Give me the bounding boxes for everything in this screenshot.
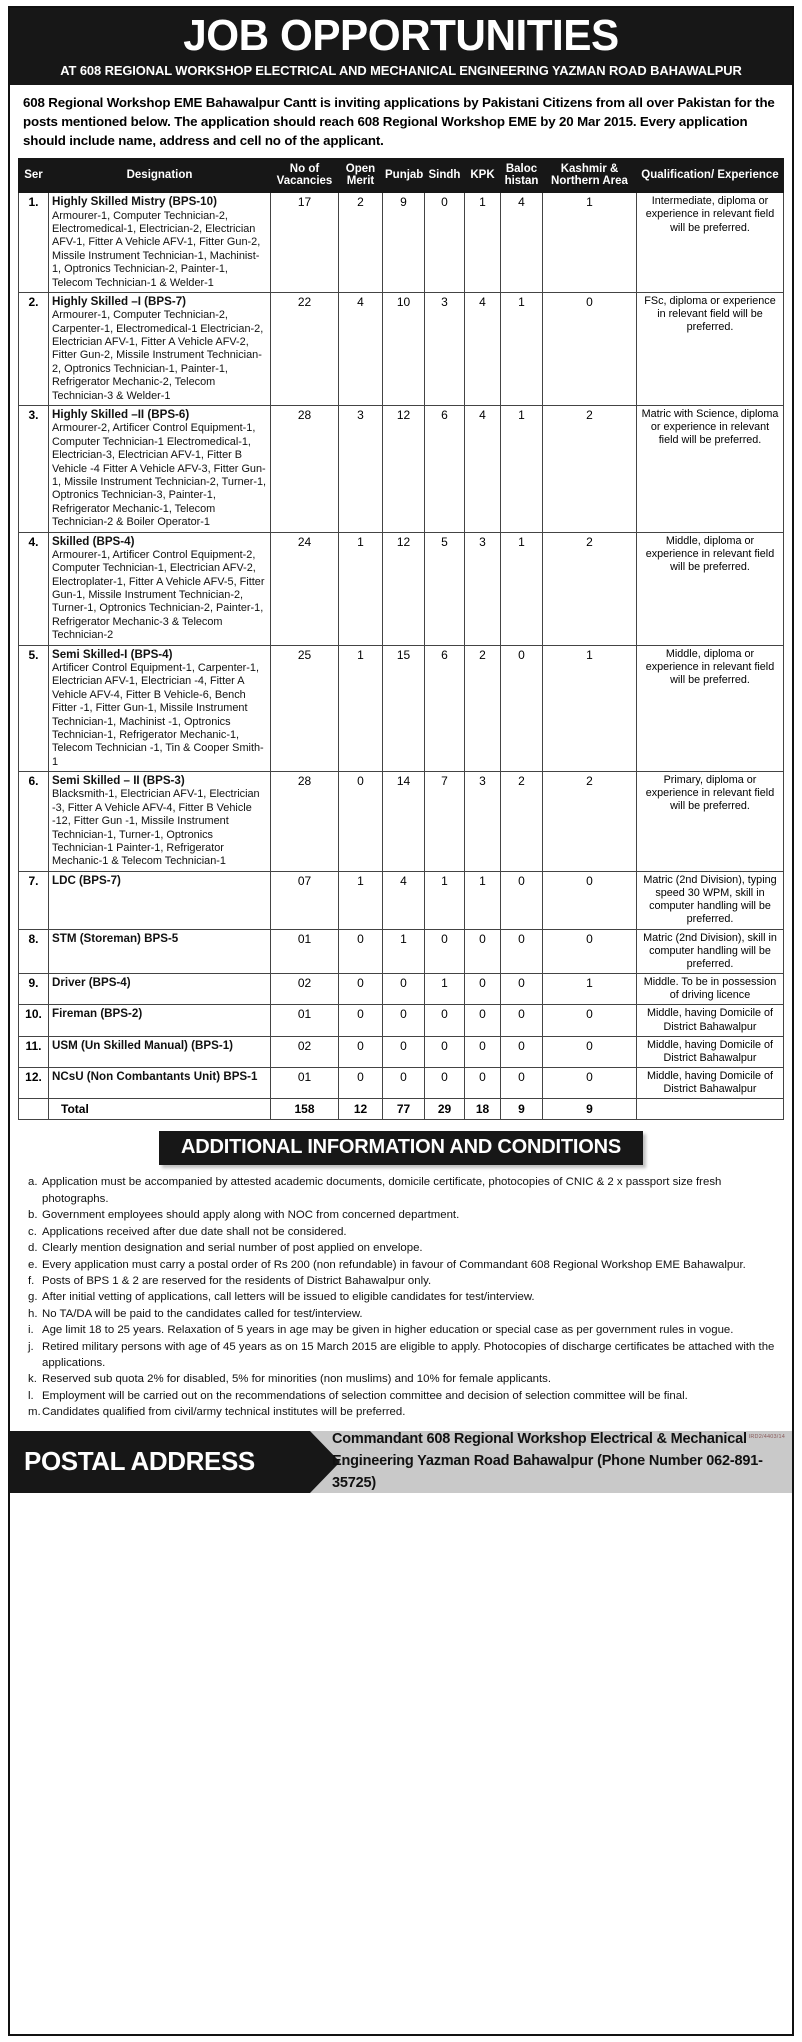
total-open-merit: 12 xyxy=(339,1099,383,1120)
post-title: STM (Storeman) BPS-5 xyxy=(52,931,179,945)
cell-designation xyxy=(49,929,271,974)
cell-designation xyxy=(49,1036,271,1067)
cell-kpk: 1 xyxy=(465,871,501,929)
condition-text: Clearly mention designation and serial number of post applied on envelope. xyxy=(42,1242,423,1255)
post-title: Semi Skilled-I (BPS-4) xyxy=(52,647,173,661)
total-kashmir: 9 xyxy=(543,1099,637,1120)
cell-vacancies: 28 xyxy=(271,406,339,533)
cell-qualification: Primary, diploma or experience in relevant field will be preferred. xyxy=(637,772,784,872)
cell-open-merit: 0 xyxy=(339,929,383,974)
condition-text: Applications received after due date shall not be considered. xyxy=(42,1225,347,1238)
cell-open-merit: 2 xyxy=(339,193,383,293)
cell-kpk: 2 xyxy=(465,645,501,772)
cell-designation xyxy=(49,532,271,645)
col-header-sindh: Sindh xyxy=(425,158,465,193)
condition-item xyxy=(20,1322,782,1338)
condition-text: Candidates qualified from civil/army technical institutes will be preferred. xyxy=(42,1406,406,1419)
conditions-list xyxy=(10,1172,792,1426)
cell-kpk: 4 xyxy=(465,292,501,405)
cell-sindh: 6 xyxy=(425,406,465,533)
cell-balochistan: 2 xyxy=(501,772,543,872)
additional-info-banner: ADDITIONAL INFORMATION AND CONDITIONS xyxy=(159,1131,643,1165)
col-header-ser: Ser xyxy=(19,158,49,193)
total-kpk: 18 xyxy=(465,1099,501,1120)
condition-text: Age limit 18 to 25 years. Relaxation of 5 years in age may be given in higher education or special case as per government rules in vogue. xyxy=(42,1324,734,1337)
condition-item xyxy=(20,1257,782,1273)
cell-kashmir: 2 xyxy=(543,772,637,872)
condition-item xyxy=(20,1174,782,1207)
condition-item xyxy=(20,1388,782,1404)
cell-balochistan: 0 xyxy=(501,1005,543,1036)
cell-kpk: 0 xyxy=(465,1068,501,1099)
cell-qualification: Middle, diploma or experience in relevant field will be preferred. xyxy=(637,645,784,772)
total-qualification xyxy=(637,1099,784,1120)
cell-sindh: 7 xyxy=(425,772,465,872)
table-row xyxy=(19,193,784,293)
condition-item xyxy=(20,1404,782,1420)
cell-ser: 11. xyxy=(19,1036,49,1067)
cell-open-merit: 3 xyxy=(339,406,383,533)
col-header-qualification: Qualification/ Experience xyxy=(637,158,784,193)
condition-marker: i. xyxy=(28,1324,34,1337)
cell-designation xyxy=(49,193,271,293)
cell-balochistan: 1 xyxy=(501,406,543,533)
condition-text: After initial vetting of applications, call letters will be issued to eligible candidates for test/interview. xyxy=(42,1291,535,1304)
masthead-subtitle: AT 608 REGIONAL WORKSHOP ELECTRICAL AND MECHANICAL ENGINEERING YAZMAN ROAD BAHAWALPUR xyxy=(60,62,742,78)
cell-vacancies: 01 xyxy=(271,1005,339,1036)
cell-sindh: 0 xyxy=(425,929,465,974)
col-header-punjab: Punjab xyxy=(383,158,425,193)
cell-kpk: 0 xyxy=(465,929,501,974)
cell-open-merit: 0 xyxy=(339,1068,383,1099)
cell-ser: 12. xyxy=(19,1068,49,1099)
condition-item xyxy=(20,1240,782,1256)
cell-punjab: 0 xyxy=(383,1036,425,1067)
cell-vacancies: 01 xyxy=(271,1068,339,1099)
condition-item xyxy=(20,1306,782,1322)
condition-item xyxy=(20,1339,782,1372)
cell-designation xyxy=(49,871,271,929)
cell-punjab: 0 xyxy=(383,1005,425,1036)
col-header-kashmir: Kashmir & Northern Area xyxy=(543,158,637,193)
cell-balochistan: 1 xyxy=(501,292,543,405)
cell-ser: 9. xyxy=(19,974,49,1005)
post-detail: Blacksmith-1, Electrician AFV-1, Electrician -3, Fitter A Vehicle AFV-4, Fitter B Vehicle -12, Fitter Gun -1, Missile Instrument Technician-1, Turner-1, Optronics Technician-1 Painter-1, Refrigerator Mechanic-1 & Telecom Technician-1 xyxy=(52,788,260,868)
advertisement-frame xyxy=(8,6,794,2036)
table-row xyxy=(19,1068,784,1099)
cell-designation xyxy=(49,645,271,772)
cell-designation xyxy=(49,772,271,872)
cell-vacancies: 25 xyxy=(271,645,339,772)
post-detail: Armourer-2, Artificer Control Equipment-1, Computer Technician-1 Electromedical-1, Electrician-3, Electrician AFV-1, Fitter B Vehicle -4 Fitter A Vehicle AFV-3, Fitter Gun-1, Missile Instrument Technician-2, Turner-1, Optronics Technician-3, Painter-1, Refrigerator Mechanic-1, Telecom Technician-2 & Boiler Operator-1 xyxy=(52,422,267,529)
cell-balochistan: 4 xyxy=(501,193,543,293)
cell-sindh: 1 xyxy=(425,974,465,1005)
cell-punjab: 0 xyxy=(383,1068,425,1099)
cell-kpk: 0 xyxy=(465,1005,501,1036)
total-spacer xyxy=(19,1099,49,1120)
post-title: NCsU (Non Combantants Unit) BPS-1 xyxy=(52,1070,258,1084)
cell-ser: 4. xyxy=(19,532,49,645)
cell-sindh: 0 xyxy=(425,1036,465,1067)
condition-marker: f. xyxy=(28,1274,35,1287)
total-sindh: 29 xyxy=(425,1099,465,1120)
table-row xyxy=(19,974,784,1005)
cell-kpk: 3 xyxy=(465,772,501,872)
cell-qualification: Middle, having Domicile of District Bahawalpur xyxy=(637,1036,784,1067)
condition-item xyxy=(20,1273,782,1289)
condition-marker: b. xyxy=(28,1209,38,1222)
cell-kashmir: 2 xyxy=(543,532,637,645)
col-header-designation: Designation xyxy=(49,158,271,193)
cell-kashmir: 0 xyxy=(543,871,637,929)
col-header-kpk: KPK xyxy=(465,158,501,193)
page-title: JOB OPPORTUNITIES xyxy=(183,11,619,60)
cell-sindh: 1 xyxy=(425,871,465,929)
postal-address-line-2: Engineering Yazman Road Bahawalpur (Phone Number 062-891-35725) xyxy=(332,1452,763,1491)
cell-kashmir: 1 xyxy=(543,645,637,772)
table-row xyxy=(19,645,784,772)
condition-text: Retired military persons with age of 45 years as on 15 March 2015 are eligible to apply. Photocopies of discharge certificates be attached with the applications. xyxy=(42,1340,775,1370)
cell-kashmir: 2 xyxy=(543,406,637,533)
table-row xyxy=(19,532,784,645)
jobs-table-wrapper xyxy=(10,158,792,1121)
cell-kpk: 0 xyxy=(465,1036,501,1067)
condition-marker: h. xyxy=(28,1307,38,1320)
condition-marker: d. xyxy=(28,1242,38,1255)
jobs-table-body xyxy=(19,193,784,1120)
cell-kpk: 3 xyxy=(465,532,501,645)
post-title: Highly Skilled –II (BPS-6) xyxy=(52,408,190,422)
post-title: Driver (BPS-4) xyxy=(52,976,131,990)
post-detail: Armourer-1, Artificer Control Equipment-2, Computer Technician-1, Electrician AFV-2, Electroplater-1, Fitter A Vehicle AFV-5, Fitter Gun-1, Missile Instrument Technician-2, Turner-1, Optronics Technician-2, Painter-1, Refrigerator Mechanic-3 & Telecom Technician-2 xyxy=(52,548,265,642)
cell-vacancies: 02 xyxy=(271,1036,339,1067)
reference-code: IRD2/4403/14 xyxy=(748,1433,785,1440)
cell-vacancies: 07 xyxy=(271,871,339,929)
postal-address-line-1: Commandant 608 Regional Workshop Electrical & Mechanical xyxy=(332,1431,747,1448)
cell-sindh: 5 xyxy=(425,532,465,645)
cell-balochistan: 1 xyxy=(501,532,543,645)
cell-qualification: Middle, diploma or experience in relevant field will be preferred. xyxy=(637,532,784,645)
cell-kashmir: 0 xyxy=(543,292,637,405)
table-row xyxy=(19,1036,784,1067)
cell-designation xyxy=(49,406,271,533)
cell-designation xyxy=(49,1005,271,1036)
condition-marker: e. xyxy=(28,1258,38,1271)
post-title: Highly Skilled Mistry (BPS-10) xyxy=(52,195,217,209)
col-header-vacancies: No of Vacancies xyxy=(271,158,339,193)
total-label: Total xyxy=(49,1099,271,1120)
condition-text: Posts of BPS 1 & 2 are reserved for the residents of District Bahawalpur only. xyxy=(42,1274,432,1287)
table-row xyxy=(19,871,784,929)
cell-qualification: Matric (2nd Division), typing speed 30 WPM, skill in computer handling will be preferred. xyxy=(637,871,784,929)
condition-text: Application must be accompanied by attested academic documents, domicile certificate, photocopies of CNIC & 2 x passport size fresh photographs. xyxy=(42,1176,722,1205)
cell-kashmir: 1 xyxy=(543,193,637,293)
cell-balochistan: 0 xyxy=(501,645,543,772)
cell-ser: 8. xyxy=(19,929,49,974)
cell-qualification: Middle, having Domicile of District Bahawalpur xyxy=(637,1005,784,1036)
cell-punjab: 9 xyxy=(383,193,425,293)
cell-kashmir: 1 xyxy=(543,974,637,1005)
cell-punjab: 15 xyxy=(383,645,425,772)
cell-vacancies: 01 xyxy=(271,929,339,974)
condition-text: Every application must carry a postal order of Rs 200 (non refundable) in favour of Commandant 608 Regional Workshop EME Bahawalpur. xyxy=(42,1258,746,1271)
cell-ser: 5. xyxy=(19,645,49,772)
post-title: LDC (BPS-7) xyxy=(52,873,121,887)
condition-marker: c. xyxy=(28,1225,37,1238)
post-title: Highly Skilled –I (BPS-7) xyxy=(52,294,187,308)
post-title: Fireman (BPS-2) xyxy=(52,1007,143,1021)
cell-sindh: 6 xyxy=(425,645,465,772)
cell-punjab: 12 xyxy=(383,532,425,645)
cell-balochistan: 0 xyxy=(501,1068,543,1099)
cell-kashmir: 0 xyxy=(543,929,637,974)
post-title: USM (Un Skilled Manual) (BPS-1) xyxy=(52,1038,234,1052)
table-row xyxy=(19,929,784,974)
cell-open-merit: 1 xyxy=(339,532,383,645)
cell-vacancies: 24 xyxy=(271,532,339,645)
additional-info-banner-wrap xyxy=(10,1131,792,1165)
cell-ser: 6. xyxy=(19,772,49,872)
condition-text: Government employees should apply along with NOC from concerned department. xyxy=(42,1209,460,1222)
table-row xyxy=(19,292,784,405)
cell-qualification: Middle. To be in possession of driving licence xyxy=(637,974,784,1005)
total-balochistan: 9 xyxy=(501,1099,543,1120)
masthead xyxy=(10,8,792,85)
postal-address-strip xyxy=(10,1431,792,1493)
table-row xyxy=(19,772,784,872)
cell-open-merit: 0 xyxy=(339,974,383,1005)
cell-punjab: 1 xyxy=(383,929,425,974)
cell-balochistan: 0 xyxy=(501,871,543,929)
postal-address-label-block xyxy=(10,1431,310,1493)
cell-designation xyxy=(49,292,271,405)
cell-open-merit: 1 xyxy=(339,645,383,772)
cell-designation xyxy=(49,974,271,1005)
cell-sindh: 0 xyxy=(425,1068,465,1099)
cell-qualification: FSc, diploma or experience in relevant field will be preferred. xyxy=(637,292,784,405)
condition-marker: j. xyxy=(28,1340,34,1353)
condition-marker: m. xyxy=(28,1406,41,1419)
cell-kpk: 0 xyxy=(465,974,501,1005)
condition-text: Reserved sub quota 2% for disabled, 5% for minorities (non muslims) and 10% for female applicants. xyxy=(42,1373,552,1386)
condition-marker: g. xyxy=(28,1291,38,1304)
cell-ser: 10. xyxy=(19,1005,49,1036)
cell-kashmir: 0 xyxy=(543,1005,637,1036)
cell-balochistan: 0 xyxy=(501,929,543,974)
cell-vacancies: 17 xyxy=(271,193,339,293)
post-detail: Armourer-1, Computer Technician-2, Electromedical-1, Electrician-2, Electrician AFV-1, Fitter A Vehicle AFV-1, Fitter Gun-2, Missile Instrument Technician-1, Machinist-1, Optronics Technician-2, Painter-1, Telecom Technician-1 & Welder-1 xyxy=(52,209,261,289)
condition-marker: l. xyxy=(28,1389,34,1402)
cell-open-merit: 0 xyxy=(339,1005,383,1036)
table-header-row xyxy=(19,158,784,193)
cell-qualification: Matric (2nd Division), skill in computer handling will be preferred. xyxy=(637,929,784,974)
col-header-balochistan: Baloc histan xyxy=(501,158,543,193)
cell-vacancies: 22 xyxy=(271,292,339,405)
total-vacancies: 158 xyxy=(271,1099,339,1120)
cell-punjab: 10 xyxy=(383,292,425,405)
table-total-row xyxy=(19,1099,784,1120)
cell-qualification: Matric with Science, diploma or experience in relevant field will be preferred. xyxy=(637,406,784,533)
cell-kpk: 1 xyxy=(465,193,501,293)
total-punjab: 77 xyxy=(383,1099,425,1120)
post-title: Semi Skilled – II (BPS-3) xyxy=(52,774,185,788)
cell-punjab: 14 xyxy=(383,772,425,872)
cell-open-merit: 0 xyxy=(339,1036,383,1067)
table-row xyxy=(19,406,784,533)
cell-qualification: Middle, having Domicile of District Bahawalpur xyxy=(637,1068,784,1099)
cell-sindh: 0 xyxy=(425,193,465,293)
condition-text: Employment will be carried out on the recommendations of selection committee and decision of selection committee will be final. xyxy=(42,1389,688,1402)
cell-kashmir: 0 xyxy=(543,1068,637,1099)
cell-ser: 7. xyxy=(19,871,49,929)
condition-item xyxy=(20,1207,782,1223)
cell-sindh: 0 xyxy=(425,1005,465,1036)
cell-punjab: 0 xyxy=(383,974,425,1005)
condition-item xyxy=(20,1224,782,1240)
cell-ser: 2. xyxy=(19,292,49,405)
post-detail: Armourer-1, Computer Technician-2, Carpenter-1, Electromedical-1 Electrician-2, Electrician AFV-1, Fitter A Vehicle AFV-2, Fitter Gun-2, Missile Instrument Technician-2, Optronics Technician-1, Painter-1, Refrigerator Mechanic-2, Telecom Technician-3 & Welder-1 xyxy=(52,309,264,402)
jobs-table-header xyxy=(19,158,784,193)
cell-open-merit: 1 xyxy=(339,871,383,929)
cell-ser: 3. xyxy=(19,406,49,533)
postal-address-value-block xyxy=(332,1431,786,1493)
condition-text: No TA/DA will be paid to the candidates called for test/interview. xyxy=(42,1307,363,1320)
cell-kashmir: 0 xyxy=(543,1036,637,1067)
cell-punjab: 4 xyxy=(383,871,425,929)
cell-balochistan: 0 xyxy=(501,974,543,1005)
jobs-table xyxy=(18,158,784,1121)
cell-ser: 1. xyxy=(19,193,49,293)
condition-item xyxy=(20,1371,782,1387)
table-row xyxy=(19,1005,784,1036)
cell-sindh: 3 xyxy=(425,292,465,405)
post-title: Skilled (BPS-4) xyxy=(52,534,135,548)
postal-address-label: POSTAL ADDRESS xyxy=(24,1446,255,1477)
post-detail: Artificer Control Equipment-1, Carpenter-1, Electrician AFV-1, Electrician -4, Fitter A Vehicle AFV-4, Fitter B Vehicle-6, Bench Fitter -1, Fitter Gun-1, Missile Instrument Technician-1, Machinist -1, Optronics Technician-1, Refrigerator Mechanic-1, Telecom Technician -1, Tin & Cooper Smith-1 xyxy=(52,661,264,768)
col-header-open-merit: Open Merit xyxy=(339,158,383,193)
condition-marker: a. xyxy=(28,1176,38,1189)
cell-balochistan: 0 xyxy=(501,1036,543,1067)
condition-marker: k. xyxy=(28,1373,37,1386)
cell-kpk: 4 xyxy=(465,406,501,533)
cell-designation xyxy=(49,1068,271,1099)
cell-qualification: Intermediate, diploma or experience in relevant field will be preferred. xyxy=(637,193,784,293)
condition-item xyxy=(20,1289,782,1305)
cell-vacancies: 28 xyxy=(271,772,339,872)
cell-punjab: 12 xyxy=(383,406,425,533)
cell-open-merit: 4 xyxy=(339,292,383,405)
cell-vacancies: 02 xyxy=(271,974,339,1005)
cell-open-merit: 0 xyxy=(339,772,383,872)
intro-paragraph: 608 Regional Workshop EME Bahawalpur Cantt is inviting applications by Pakistani Citizens from all over Pakistan for the posts mentioned below. The application should reach 608 Regional Workshop EME by 20 Mar 2015. Every application should include name, address and cell no of the applicant. xyxy=(23,94,775,148)
